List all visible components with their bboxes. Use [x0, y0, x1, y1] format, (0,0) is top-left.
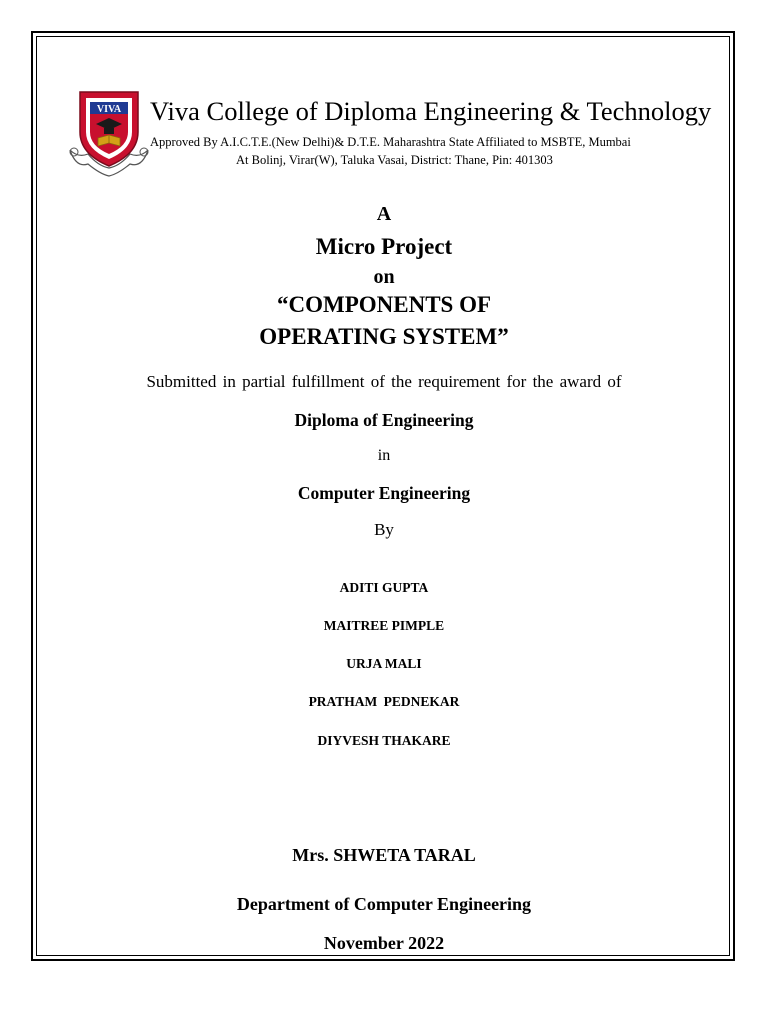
college-name: Viva College of Diploma Engineering & Technology: [150, 96, 712, 126]
college-crest-icon: [66, 88, 152, 178]
student-name: MAITREE PIMPLE: [323, 618, 445, 633]
by-word: By: [374, 520, 394, 539]
degree-name: Diploma of Engineering: [294, 410, 474, 430]
logo-text: VIVA: [96, 104, 122, 115]
guide-name: Mrs. SHWETA TARAL: [292, 845, 476, 865]
submission-statement: Submitted in partial fulfillment of the requirement for the award of: [146, 372, 622, 391]
title-topic-line1: “COMPONENTS OF: [276, 292, 492, 317]
title-on: on: [373, 266, 395, 288]
branch-name: Computer Engineering: [297, 483, 471, 503]
address-line: At Bolinj, Virar(W), Taluka Vasai, District: Thane, Pin: 401303: [236, 153, 553, 167]
title-line-a: A: [376, 203, 392, 225]
student-name: PRATHAM PEDNEKAR: [308, 694, 460, 709]
student-name: ADITI GUPTA: [339, 580, 429, 595]
student-name: URJA MALI: [346, 656, 422, 671]
title-topic-line2: OPERATING SYSTEM”: [259, 324, 509, 349]
title-micro-project: Micro Project: [315, 234, 453, 259]
student-name: DIYVESH THAKARE: [317, 733, 451, 748]
submission-date: November 2022: [323, 933, 445, 953]
in-word: in: [377, 447, 391, 464]
department-name: Department of Computer Engineering: [236, 894, 532, 914]
approval-line: Approved By A.I.C.T.E.(New Delhi)& D.T.E. Maharashtra State Affiliated to MSBTE, Mumbai: [150, 135, 631, 149]
